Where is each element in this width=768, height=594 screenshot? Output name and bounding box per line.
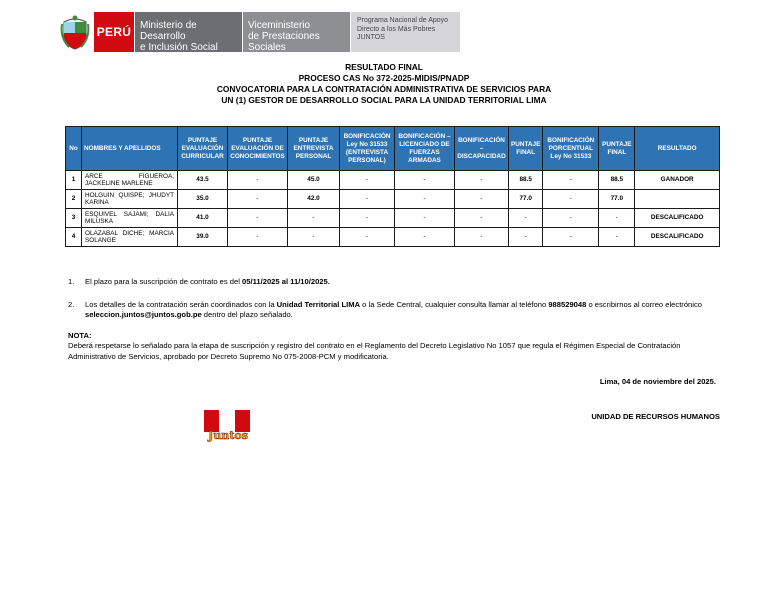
column-header: PUNTAJE FINAL — [509, 127, 543, 171]
score-curricular: 35.0 — [178, 190, 228, 209]
score-knowledge: - — [228, 171, 288, 190]
note-text-part: o escribirnos al correo electrónico — [586, 299, 702, 309]
nota-text: Deberá respetarse lo señalado para la etapa de suscripción y registro del contrato en el Reglamento del Decreto Legislativo No 1057 que regula el Régimen Especial de Contratación Administrativo de Servicios, aprobado por Decreto Supremo No 075-2008-PCM y modificatoria. — [68, 341, 681, 361]
vice-line-1: Viceministerio — [248, 20, 311, 31]
column-header: BONIFICACIÓN Ley No 31533 (ENTREVISTA PERSONAL) — [340, 127, 395, 171]
applicant-name: OLAZABAL DICHE; MARCIA SOLANGE — [82, 228, 178, 247]
final-score-total: - — [599, 228, 635, 247]
note-number: 2. — [68, 299, 75, 309]
score-interview: 42.0 — [288, 190, 340, 209]
program-line-3: JUNTOS — [357, 34, 385, 41]
program-label — [350, 12, 460, 52]
column-header: PUNTAJE EVALUACIÓN CURRICULAR — [178, 127, 228, 171]
document-date: Lima, 04 de noviembre del 2025. — [599, 377, 716, 386]
header-banner — [58, 12, 460, 52]
final-score: 77.0 — [509, 190, 543, 209]
final-score: - — [509, 228, 543, 247]
applicant-name: ESQUIVEL SAJAMI; DALIA MILUSKA — [82, 209, 178, 228]
title-line-3: CONVOCATORIA PARA LA CONTRATACIÓN ADMINISTRATIVA DE SERVICIOS PARA — [216, 84, 552, 94]
bonus-disability: - — [455, 209, 509, 228]
signing-unit: UNIDAD DE RECURSOS HUMANOS — [591, 412, 720, 421]
peru-label: PERÚ — [94, 12, 134, 52]
note-text — [85, 277, 718, 288]
note-item-2 — [68, 300, 718, 321]
table-row — [66, 209, 720, 228]
final-score-total: 77.0 — [599, 190, 635, 209]
column-header: NOMBRES Y APELLIDOS — [82, 127, 178, 171]
result-status: DESCALIFICADO — [635, 209, 720, 228]
table-row — [66, 228, 720, 247]
bonus-percentage: - — [543, 171, 599, 190]
score-interview: - — [288, 228, 340, 247]
note-text-part: o la Sede Central, cualquier consulta llamar al teléfono — [360, 299, 549, 309]
score-interview: - — [288, 209, 340, 228]
bonus-percentage: - — [543, 209, 599, 228]
column-header: BONIFICACIÓN PORCENTUAL Ley No 31533 — [543, 127, 599, 171]
column-header: PUNTAJE EVALUACIÓN DE CONOCIMIENTOS — [228, 127, 288, 171]
column-header: RESULTADO — [635, 127, 720, 171]
results-table — [65, 126, 720, 247]
note-text-part: El plazo para la suscripción de contrato es del — [85, 277, 243, 286]
coat-of-arms-icon — [58, 12, 92, 52]
email-address[interactable]: seleccion.juntos@juntos.gob.pe — [85, 310, 202, 319]
bonus-law-31533: - — [340, 209, 395, 228]
nota-heading: NOTA: — [68, 330, 92, 340]
note-text — [85, 300, 718, 321]
row-number: 3 — [66, 209, 82, 228]
notes-section — [68, 277, 718, 362]
score-knowledge: - — [228, 209, 288, 228]
bonus-armed-forces: - — [395, 171, 455, 190]
juntos-logo-text: Juntos — [208, 429, 248, 442]
bonus-armed-forces: - — [395, 209, 455, 228]
applicant-name: ARCE FIGUEROA; JACKELINE MARLENE — [82, 171, 178, 190]
table-header-row — [66, 127, 720, 171]
title-line-2: PROCESO CAS No 372-2025-MIDIS/PNADP — [298, 73, 470, 83]
result-status — [635, 190, 720, 209]
column-header: BONIFICACIÓN – LICENCIADO DE FUERZAS ARMADAS — [395, 127, 455, 171]
score-curricular: 43.5 — [178, 171, 228, 190]
contract-period: 05/11/2025 al 11/10/2025. — [242, 277, 330, 286]
bonus-percentage: - — [543, 190, 599, 209]
row-number: 2 — [66, 190, 82, 209]
table-row — [66, 171, 720, 190]
score-knowledge: - — [228, 228, 288, 247]
note-text-part: Los detalles de la contratación serán coordinados con la — [85, 299, 277, 309]
bonus-law-31533: - — [340, 190, 395, 209]
score-interview: 45.0 — [288, 171, 340, 190]
juntos-logo-icon — [202, 408, 254, 442]
bonus-disability: - — [455, 228, 509, 247]
document-title — [0, 62, 768, 106]
final-score: 88.5 — [509, 171, 543, 190]
bonus-armed-forces: - — [395, 190, 455, 209]
note-item-1 — [68, 277, 718, 288]
final-score: - — [509, 209, 543, 228]
bonus-disability: - — [455, 190, 509, 209]
ministry-label — [134, 12, 242, 52]
phone-number: 988529048 — [548, 299, 587, 309]
vice-line-2: de Prestaciones Sociales — [248, 31, 320, 53]
row-number: 4 — [66, 228, 82, 247]
territorial-unit: Unidad Territorial LIMA — [276, 299, 361, 309]
row-number: 1 — [66, 171, 82, 190]
bonus-armed-forces: - — [395, 228, 455, 247]
score-curricular: 39.0 — [178, 228, 228, 247]
final-score-total: 88.5 — [599, 171, 635, 190]
viceministry-label — [242, 12, 350, 52]
program-line-2: Directo a los Más Pobres — [357, 25, 436, 33]
score-curricular: 41.0 — [178, 209, 228, 228]
bonus-law-31533: - — [340, 171, 395, 190]
result-status: DESCALIFICADO — [635, 228, 720, 247]
bonus-percentage: - — [543, 228, 599, 247]
final-score-total: - — [599, 209, 635, 228]
bonus-disability: - — [455, 171, 509, 190]
column-header: PUNTAJE FINAL — [599, 127, 635, 171]
title-line-4: UN (1) GESTOR DE DESARROLLO SOCIAL PARA LA UNIDAD TERRITORIAL LIMA — [221, 95, 547, 105]
score-knowledge: - — [228, 190, 288, 209]
column-header: No — [66, 127, 82, 171]
note-text-part: dentro del plazo señalado. — [201, 310, 293, 319]
program-line-1: Programa Nacional de Apoyo — [357, 17, 449, 24]
result-status: GANADOR — [635, 171, 720, 190]
ministry-line-1: Ministerio de Desarrollo — [140, 20, 197, 42]
column-header: BONIFICACIÓN – DISCAPACIDAD — [455, 127, 509, 171]
bonus-law-31533: - — [340, 228, 395, 247]
applicant-name: HOLGUIN QUISPE; JHUDYT KARINA — [82, 190, 178, 209]
ministry-line-2: e Inclusión Social — [140, 42, 218, 53]
table-row — [66, 190, 720, 209]
title-line-1: RESULTADO FINAL — [345, 62, 423, 72]
note-number: 1. — [68, 277, 75, 286]
column-header: PUNTAJE ENTREVISTA PERSONAL — [288, 127, 340, 171]
